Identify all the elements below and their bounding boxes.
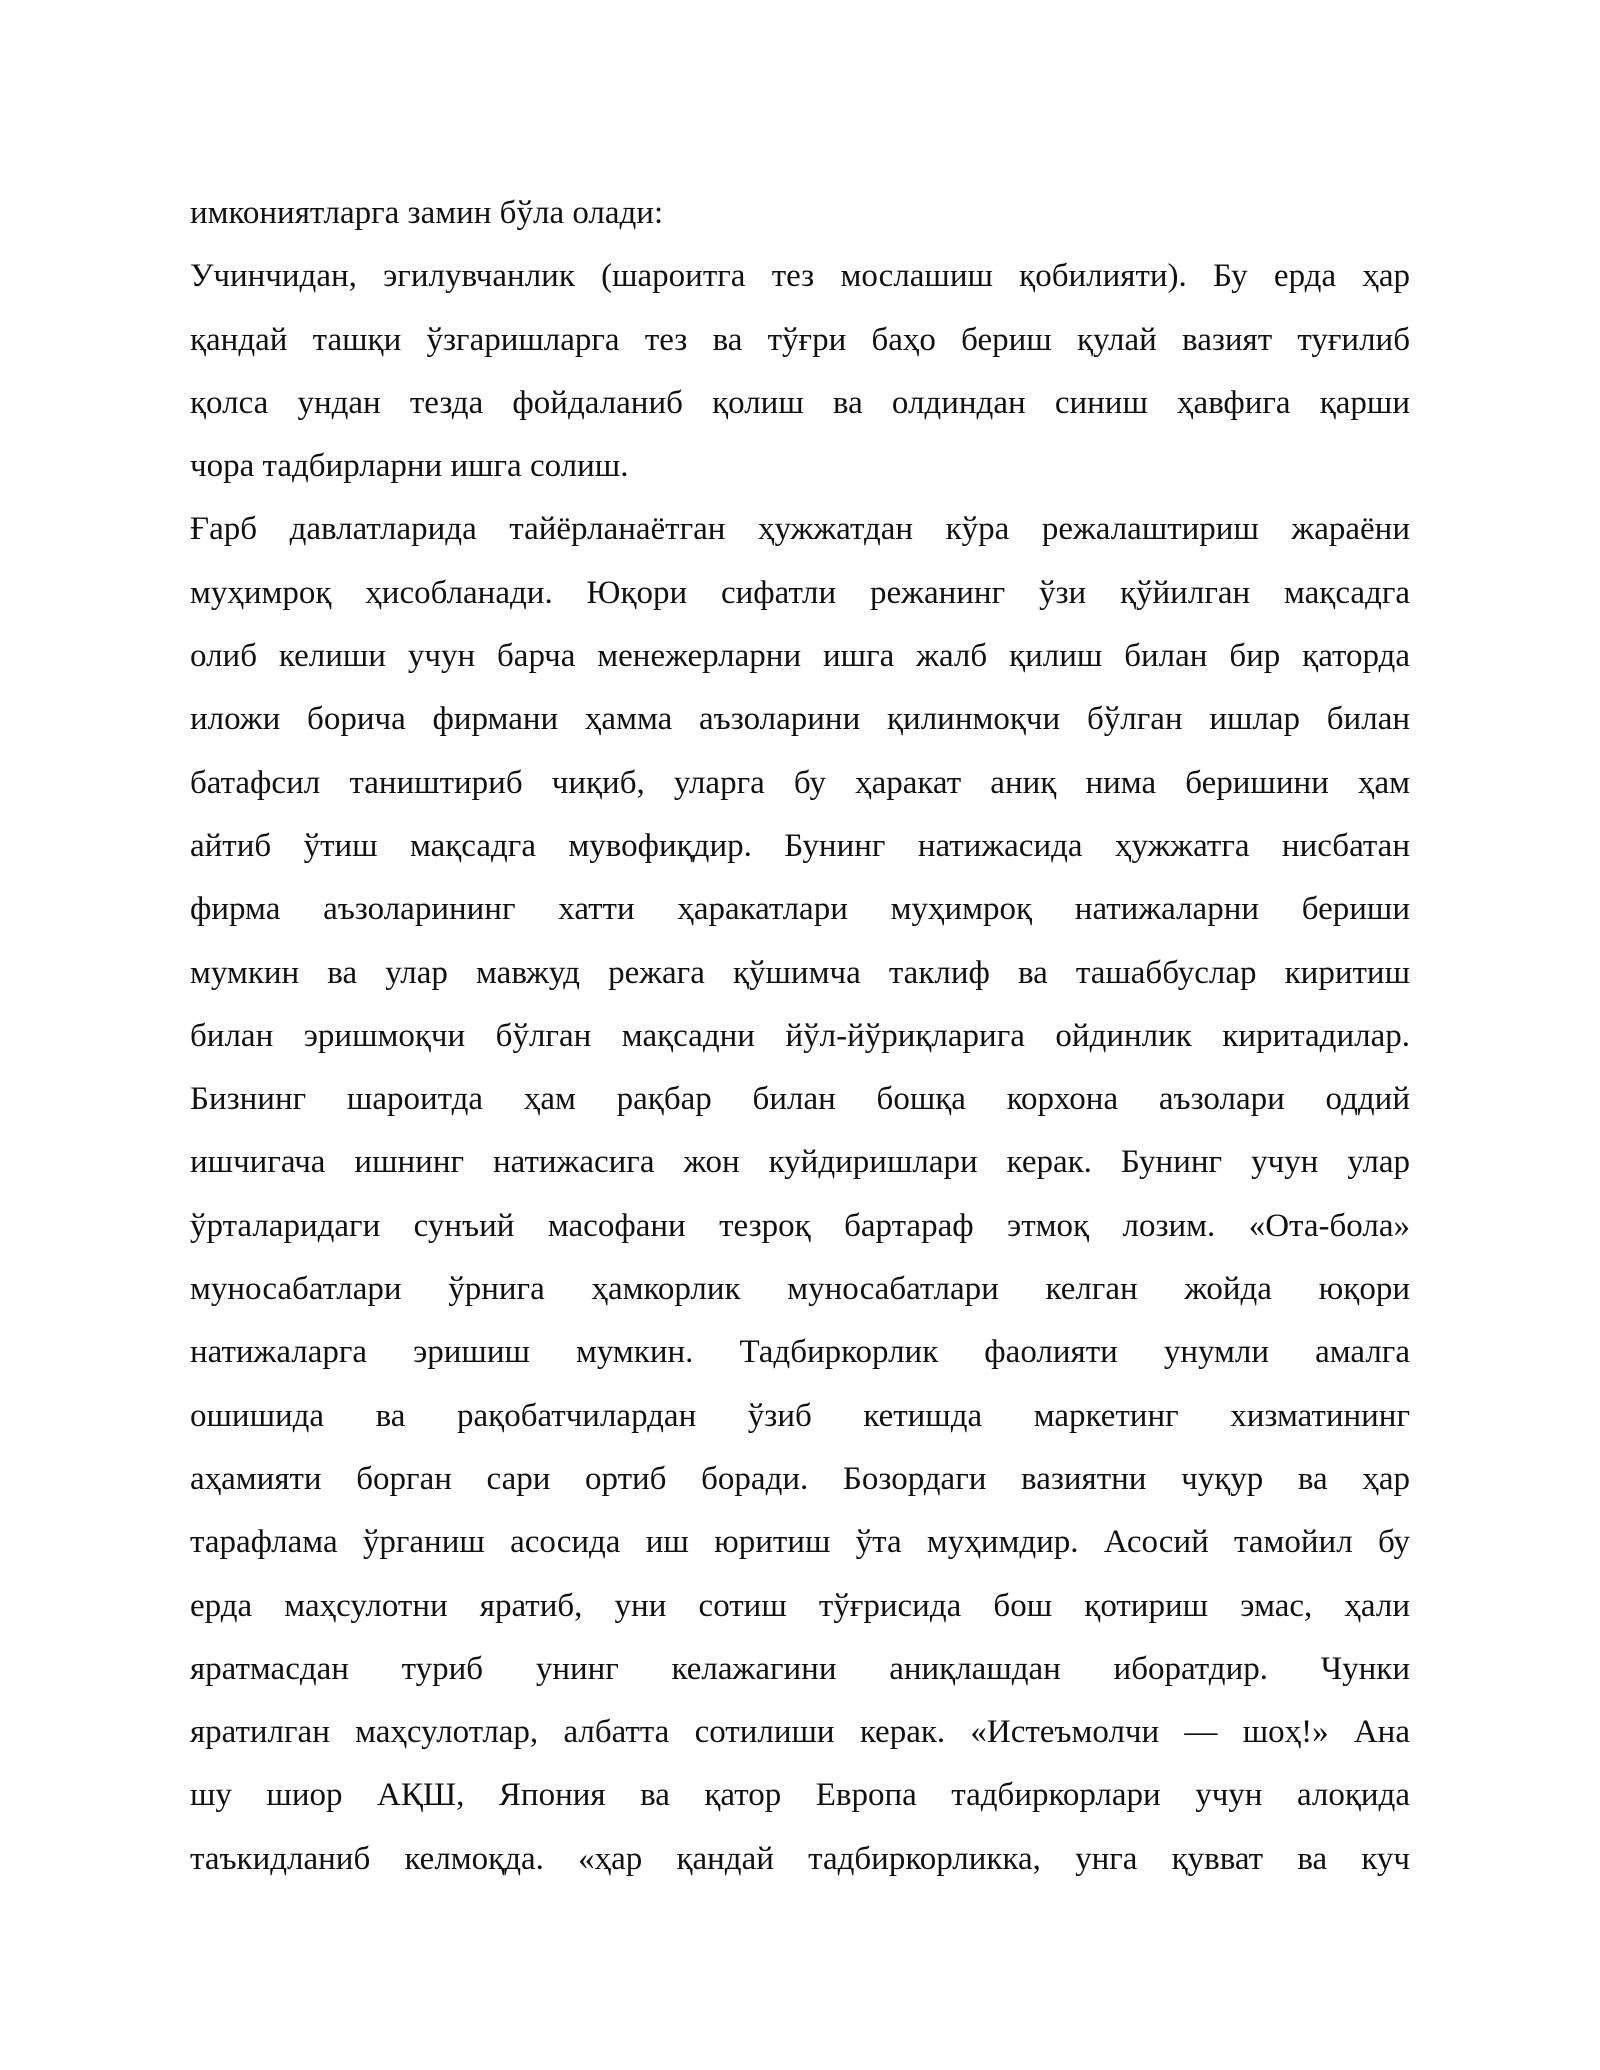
text-line: яратилган маҳсулотлар, албатта сотилиши керак. «Истеъмолчи — шоҳ!» Ана: [190, 1714, 1410, 1751]
text-line: Учинчидан, эгилувчанлик (шароитга тез мослашиш қобилияти). Бу ерда ҳар: [190, 258, 1410, 295]
text-line: олиб келиши учун барча менежерларни ишга жалб қилиш билан бир қаторда: [190, 638, 1410, 675]
text-line: айтиб ўтиш мақсадга мувофиқдир. Бунинг натижасида ҳужжатга нисбатан: [190, 827, 1410, 864]
text-line: яратмасдан туриб унинг келажагини аниқлашдан иборатдир. Чунки: [190, 1650, 1410, 1687]
text-line: қандай ташқи ўзгаришларга тез ва тўғри баҳо бериш қулай вазият туғилиб: [190, 321, 1410, 358]
text-line: Бизнинг шароитда ҳам рақбар билан бошқа корхона аъзолари оддий: [190, 1081, 1410, 1118]
text-line: аҳамияти борган сари ортиб боради. Бозордаги вазиятни чуқур ва ҳар: [190, 1460, 1410, 1497]
text-line: таъкидланиб келмоқда. «ҳар қандай тадбиркорликка, унга қувват ва куч: [190, 1840, 1410, 1877]
text-line: ўрталаридаги сунъий масофани тезроқ бартараф этмоқ лозим. «Ота-бола»: [190, 1207, 1410, 1244]
text-line: шу шиор АҚШ, Япония ва қатор Европа тадбиркорлари учун алоқида: [190, 1777, 1410, 1814]
text-line: ошишида ва рақобатчилардан ўзиб кетишда маркетинг хизматининг: [190, 1397, 1410, 1434]
text-line: муносабатлари ўрнига ҳамкорлик муносабатлари келган жойда юқори: [190, 1271, 1410, 1308]
text-line: мумкин ва улар мавжуд режага қўшимча таклиф ва ташаббуслар киритиш: [190, 954, 1410, 991]
document-page: [190, 182, 1410, 1891]
text-line: имкониятларга замин бўла олади:: [190, 195, 664, 231]
text-line: тарафлама ўрганиш асосида иш юритиш ўта муҳимдир. Асосий тамойил бу: [190, 1524, 1410, 1561]
text-line: билан эришмоқчи бўлган мақсадни йўл-йўриқларига ойдинлик киритадилар.: [190, 1017, 1410, 1054]
text-line: ишчигача ишнинг натижасига жон куйдиришлари керак. Бунинг учун улар: [190, 1144, 1410, 1181]
text-line: чора тадбирларни ишга солиш.: [190, 448, 629, 485]
text-line: натижаларга эришиш мумкин. Тадбиркорлик фаолияти унумли амалга: [190, 1334, 1410, 1371]
text-line: Ғарб давлатларида тайёрланаётган ҳужжатдан кўра режалаштириш жараёни: [190, 511, 1410, 548]
text-line: фирма аъзоларининг хатти ҳаракатлари муҳимроқ натижаларни бериши: [190, 891, 1410, 928]
text-line: қолса ундан тезда фойдаланиб қолиш ва олдиндан синиш ҳавфига қарши: [190, 384, 1410, 421]
text-line: иложи борича фирмани ҳамма аъзоларини қилинмоқчи бўлган ишлар билан: [190, 701, 1410, 738]
text-line: ерда маҳсулотни яратиб, уни сотиш тўғрисида бош қотириш эмас, ҳали: [190, 1587, 1410, 1624]
text-line: батафсил таништириб чиқиб, уларга бу ҳаракат аниқ нима беришини ҳам: [190, 764, 1410, 801]
text-line: муҳимроқ ҳисобланади. Юқори сифатли режанинг ўзи қўйилган мақсадга: [190, 574, 1410, 611]
